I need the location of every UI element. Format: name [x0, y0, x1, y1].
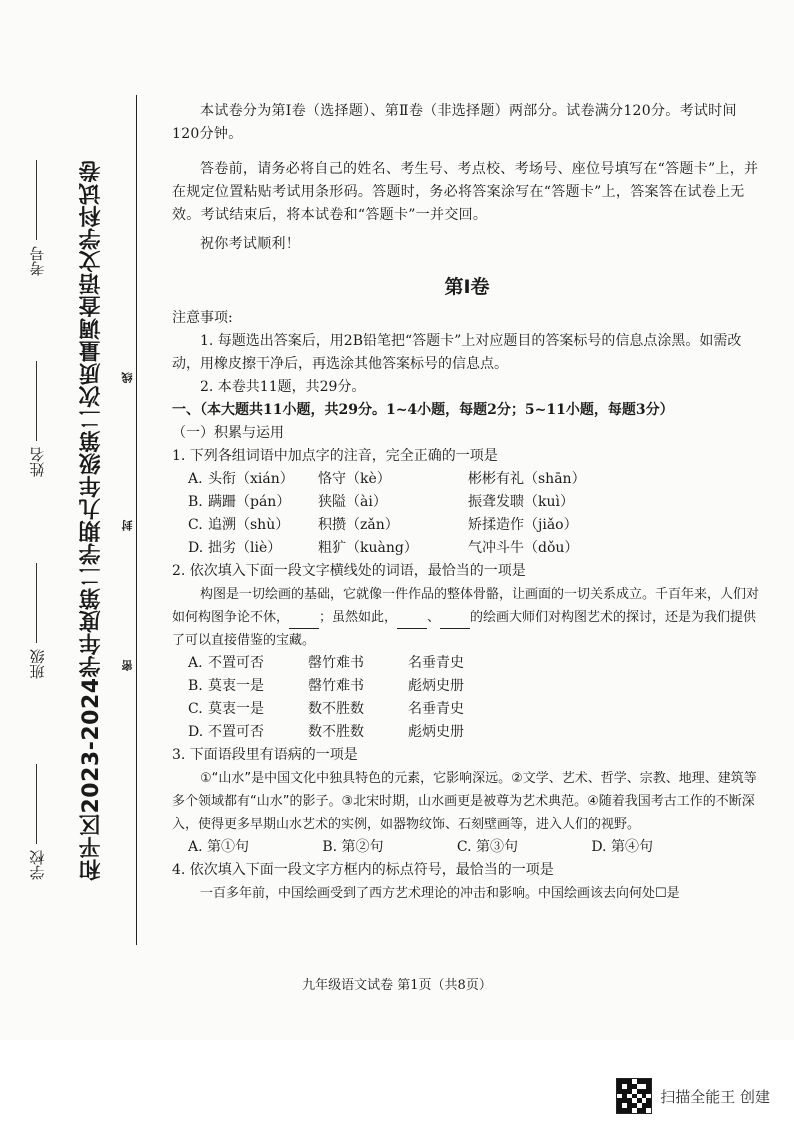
question-3-choice-a: A. 第①句: [188, 839, 250, 855]
blank-2: [397, 614, 427, 629]
scanner-watermark: [616, 1078, 770, 1114]
question-1-option-c: C. 追溯（shù） 积攒（zǎn） 矫揉造作（jiǎo）: [188, 517, 578, 533]
class-field: 班级: [22, 563, 52, 679]
school-field: 学校: [22, 764, 52, 880]
student-info-fields: [22, 160, 52, 880]
seal-line: [136, 95, 137, 945]
question-3-choice-c: C. 第③句: [456, 839, 518, 855]
question-4-stem: 4. 依次填入下面一段文字方框内的标点符号，最恰当的一项是: [172, 862, 554, 878]
exam-number-field: 考号: [22, 160, 52, 276]
question-1-option-b: B. 蹒跚（pán） 狭隘（ài） 振聋发聩（kuì）: [188, 494, 574, 510]
blank-3: [440, 614, 470, 629]
volume-title: 第Ⅰ卷: [444, 276, 490, 298]
exam-content: [172, 100, 762, 905]
question-4-passage: 一百多年前，中国绘画受到了西方艺术理论的冲击和影响。中国绘画该去向何处☐是: [200, 886, 680, 901]
seal-mark-feng: 封: [121, 520, 134, 531]
question-2-option-d: D. 不置可否 数不胜数 彪炳史册: [188, 724, 464, 740]
note-2: 2. 本卷共11题，共29分。: [200, 379, 366, 395]
subsection-heading: （一）积累与运用: [172, 425, 284, 441]
question-3-passage: ①“山水”是中国文化中独具特色的元素，它影响深远。②文学、艺术、哲学、宗教、地理、建筑等多个领域都有“山水”的影子。③北宋时期，山水画更是被尊为艺术典范。④随着我国考古工作的不断深入，使得更多早期山水艺术的实例，如器物纹饰、石刻壁画等，进入人们的视野。: [172, 771, 757, 832]
question-2-option-a: A. 不置可否 罄竹难书 名垂青史: [188, 655, 464, 671]
note-1: 1. 每题选出答案后，用2B铅笔把“答题卡”上对应题目的答案标号的信息点涂黑。如需改动，用橡皮擦干净后，再选涂其他答案标号的信息点。: [172, 333, 742, 372]
page-footer: 九年级语文试卷 第1页（共8页）: [302, 978, 492, 993]
exam-title: 和平区2023-2024学年度第二学期九年级第二次质量调查语文学科试卷: [79, 159, 104, 881]
blank-1: [289, 614, 319, 629]
question-3-choice-b: B. 第②句: [322, 839, 384, 855]
intro-paragraph-1: 本试卷分为第Ⅰ卷（选择题）、第Ⅱ卷（非选择题）两部分。试卷满分120分。考试时间120分钟。: [172, 103, 737, 142]
name-field: 姓名: [22, 361, 52, 477]
question-2-option-c: C. 莫衷一是 数不胜数 名垂青史: [188, 701, 464, 717]
scanner-label: 扫描全能王 创建: [660, 1087, 770, 1106]
question-2-stem: 2. 依次填入下面一段文字横线处的词语，最恰当的一项是: [172, 563, 526, 579]
section-heading: 一、（本大题共11小题，共29分。1~4小题，每题2分；5~11小题，每题3分）: [172, 402, 674, 418]
question-1-stem: 1. 下列各组词语中加点字的注音，完全正确的一项是: [172, 448, 498, 464]
question-2-passage: 构图是一切绘画的基础，它就像一件作品的整体骨骼，让画面的一切关系成立。千百年来，人们对如何构图争论不休， ；虽然如此， 、 的绘画大师们对构图艺术的探讨，还是为我们提供了可以直接借鉴的宝藏。: [172, 587, 760, 648]
intro-paragraph-2: 答卷前，请务必将自己的姓名、考生号、考点校、考场号、座位号填写在“答题卡”上，并在规定位置粘贴考试用条形码。答题时，务必将答案涂写在“答题卡”上，答案答在试卷上无效。考试结束后，将本试卷和“答题卡”一并交回。: [172, 161, 759, 223]
question-1-option-a: A. 头衔（xián） 恪守（kè） 彬彬有礼（shān）: [188, 471, 586, 487]
question-3-choices: [172, 836, 653, 859]
notes-heading: 注意事项:: [172, 310, 233, 326]
seal-mark-mi: 密: [121, 660, 134, 671]
intro-paragraph-3: 祝你考试顺利！: [200, 236, 301, 252]
question-3-stem: 3. 下面语段里有语病的一项是: [172, 747, 358, 763]
question-1-option-d: D. 拙劣（liè） 粗犷（kuàng） 气冲斗牛（dǒu）: [188, 540, 579, 556]
instructions: [172, 100, 762, 256]
question-3-choice-d: D. 第④句: [591, 839, 653, 855]
qr-code-icon: [616, 1078, 652, 1114]
question-2-option-b: B. 莫衷一是 罄竹难书 彪炳史册: [188, 678, 464, 694]
seal-mark-xian: 线: [121, 372, 134, 383]
